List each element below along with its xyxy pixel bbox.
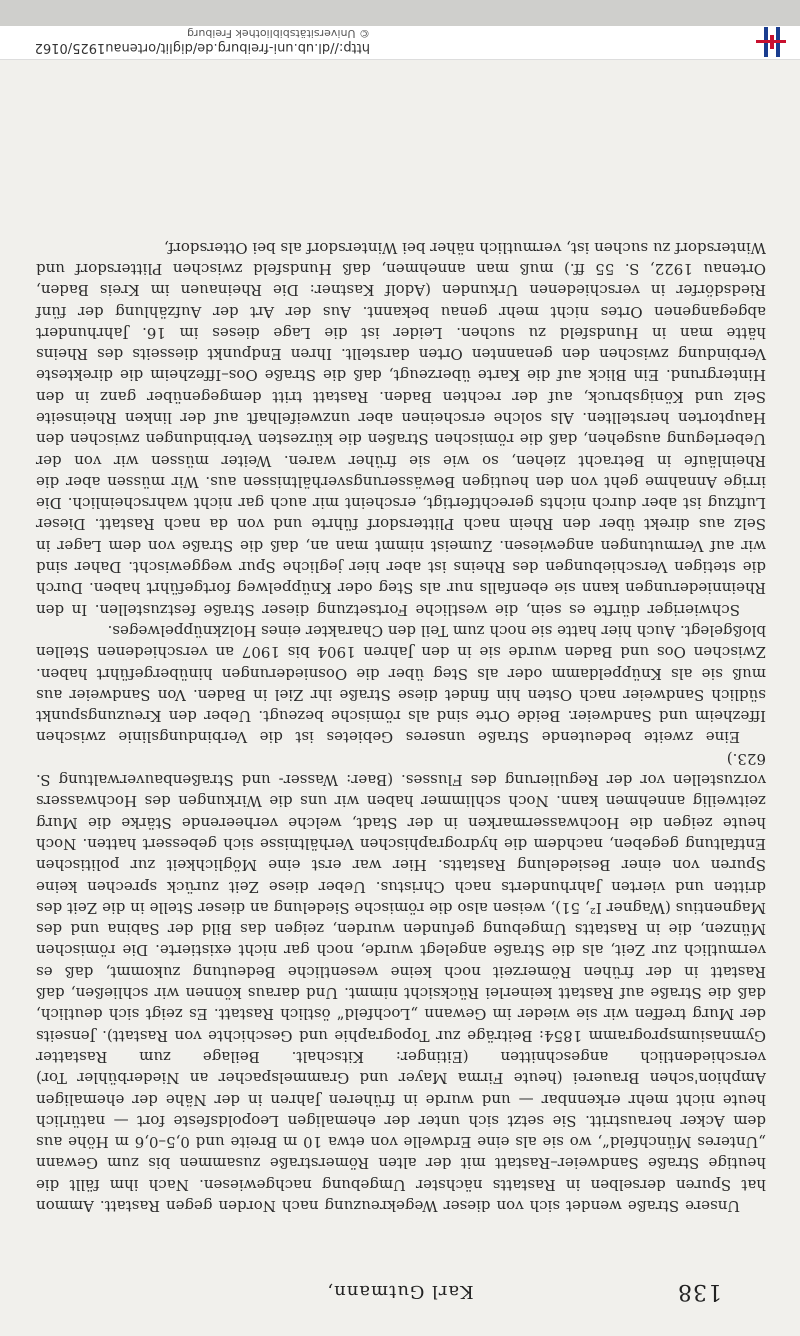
scan-border: [0, 0, 800, 26]
library-logo-icon: [750, 27, 786, 57]
body-text: [36, 236, 766, 1216]
paragraph: Schwieriger dürfte es sein, die westliche Fortsetzung dieser Straße festzustellen. In den Rheinniederungen kann sie ebenfalls nur als Steg oder Knüppelweg fortgeführt haben. Durch die stetigen Verschiebungen des Rheins ist aber hier jegliche Spur weggewischt. Daher sind wir auf Vermutungen angewiesen. Zumeist nimmt man an, daß die Straße von dem Lager in Selz aus direkt über den Rhein nach Plittersdorf führte und von da nach Rastatt. Dieser Luftzug ist aber durch nichts gerechtfertigt, erscheint mir auch gar nicht wahrscheinlich. Die irrige Annahme geht von den heutigen Bewässerungsverhältnissen aus. Wir müssen aber die Rheinläufe in Betracht ziehen, so wie sie früher waren. Weiter müssen wir von der Ueberlegung ausgehen, daß die römischen Straßen die kürzesten Verbindungen zwischen den Hauptorten herstellten. Als solche erscheinen aber unzweifelhaft auf der linken Rheinseite Selz und Königsbruck, auf der rechten Baden. Rastatt tritt demgegenüber ganz in den Hintergrund. Ein Blick auf die Karte überzeugt, daß die Straße Oos–Iffezheim die direkteste Verbindung zwischen den genannten Orten darstellt. Ihren Endpunkt diesseits des Rheins hätte man in Hundsfeld zu suchen. Leider ist die Lage dieses im 16. Jahrhundert abgegangenen Ortes nicht mehr genau bekannt. Aus der Art der Aufzählung der fünf Riedsdörfer in verschiedenen Urkunden (Adolf Kastner: Die Rheinauen im Kreis Baden, Ortenau 1922, S. 55 ff.) muß man annehmen, daß Hundsfeld zwischen Plittersdorf und Wintersdorf zu suchen ist, vermutlich näher bei Wintersdorf als bei Ottersdorf,: [36, 238, 766, 619]
page-number: 138: [677, 1279, 722, 1304]
paper-sheet: [0, 26, 800, 1336]
copyright-notice: © Universitätsbibliothek Freiburg: [187, 27, 370, 40]
paragraph: Unsere Straße wendet sich von dieser Wegekreuzung nach Norden gegen Rastatt. Ammon hat Spuren derselben in Rastatts nächster Umgebung nachgewiesen. Nach ihm fällt die heutige Straße Sandweier–Rastatt mit der alten Römerstraße zusammen bis zum Gewann „Unteres Münchfeld“, wo sie als eine Erdwelle von etwa 10 m Breite und 0,5–0,6 m Höhe aus dem Acker heraustritt. Sie setzt sich unter der ehemaligen Leopoldsfeste fort — natürlich heute nicht mehr erkennbar — und wurde in früheren Jahren in der Nähe der ehemaligen Amphion'schen Brauerei (heute Firma Mayer und Grammelspacher an Niederbühler Tor) verschiedentlich angeschnitten (Eitinger: Kitschalt. Beilage zum Rastatter Gymnasiumsprogramm 1854: Beiträge zur Topographie und Geschichte von Rastatt). Jenseits der Murg treffen wir sie wieder im Gewann „Lochfeld“ östlich Rastatt. Es zeigt sich deutlich, daß die Straße auf Rastatt keinerlei Rücksicht nimmt. Und daraus können wir schließen, daß Rastatt in der frühen Römerzeit noch keine wesentliche Bedeutung zukommt, daß es vermutlich zur Zeit, als die Straße angelegt wurde, noch gar nicht existierte. Die römischen Münzen, die in Rastatts Umgebung gefunden wurden, zeigen das Bild der Sabina und des Magnentius (Wagner I², 51), weisen also die römische Siedelung an dieser Stelle in die Zeit des dritten und vierten Jahrhunderts nach Christus. Ueber diese Zeit zurück sprechen keine Spuren von einer Besiedelung Rastatts. Hier war erst eine Möglichkeit zur politischen Entfaltung gegeben, nachdem die hydrographischen Verhältnisse sich gebessert hatten. Noch heute zeigen die Hochwassermarken in der Stadt, welche verheerende Stärke die Murg zeitweilig annehmen kann. Noch schlimmer haben wir uns die Wirkungen des Hochwassers vorzustellen vor der Regulierung des Flusses. (Baer: Wasser- und Straßenbauverwaltung S. 623.): [36, 749, 766, 1215]
source-url-link[interactable]: http://dl.ub.uni-freiburg.de/diglit/ortenau1925/0162: [34, 40, 370, 55]
running-head: Karl Gutmann,: [326, 1281, 474, 1302]
page-header: [40, 1278, 760, 1304]
library-footer: [0, 25, 800, 60]
paragraph: Eine zweite bedeutende Straße unseres Gebietes ist die Verbindungslinie zwischen Iffezheim und Sandweier. Beide Orte sind als römische bezeugt. Ueber den Kreuzungspunkt südlich Sandweier nach Osten hin findet diese Straße ihr Ziel in Baden. Von Sandweier aus muß sie als Knüppeldamm oder als Steg über die Oosniederungen hinübergeführt haben. Zwischen Oos und Baden wurde sie in den Jahren 1904 bis 1907 an verschiedenen Stellen bloßgelegt. Auch hier hatte sie noch zum Teil den Charakter eines Holzknüppelweges.: [36, 621, 766, 747]
